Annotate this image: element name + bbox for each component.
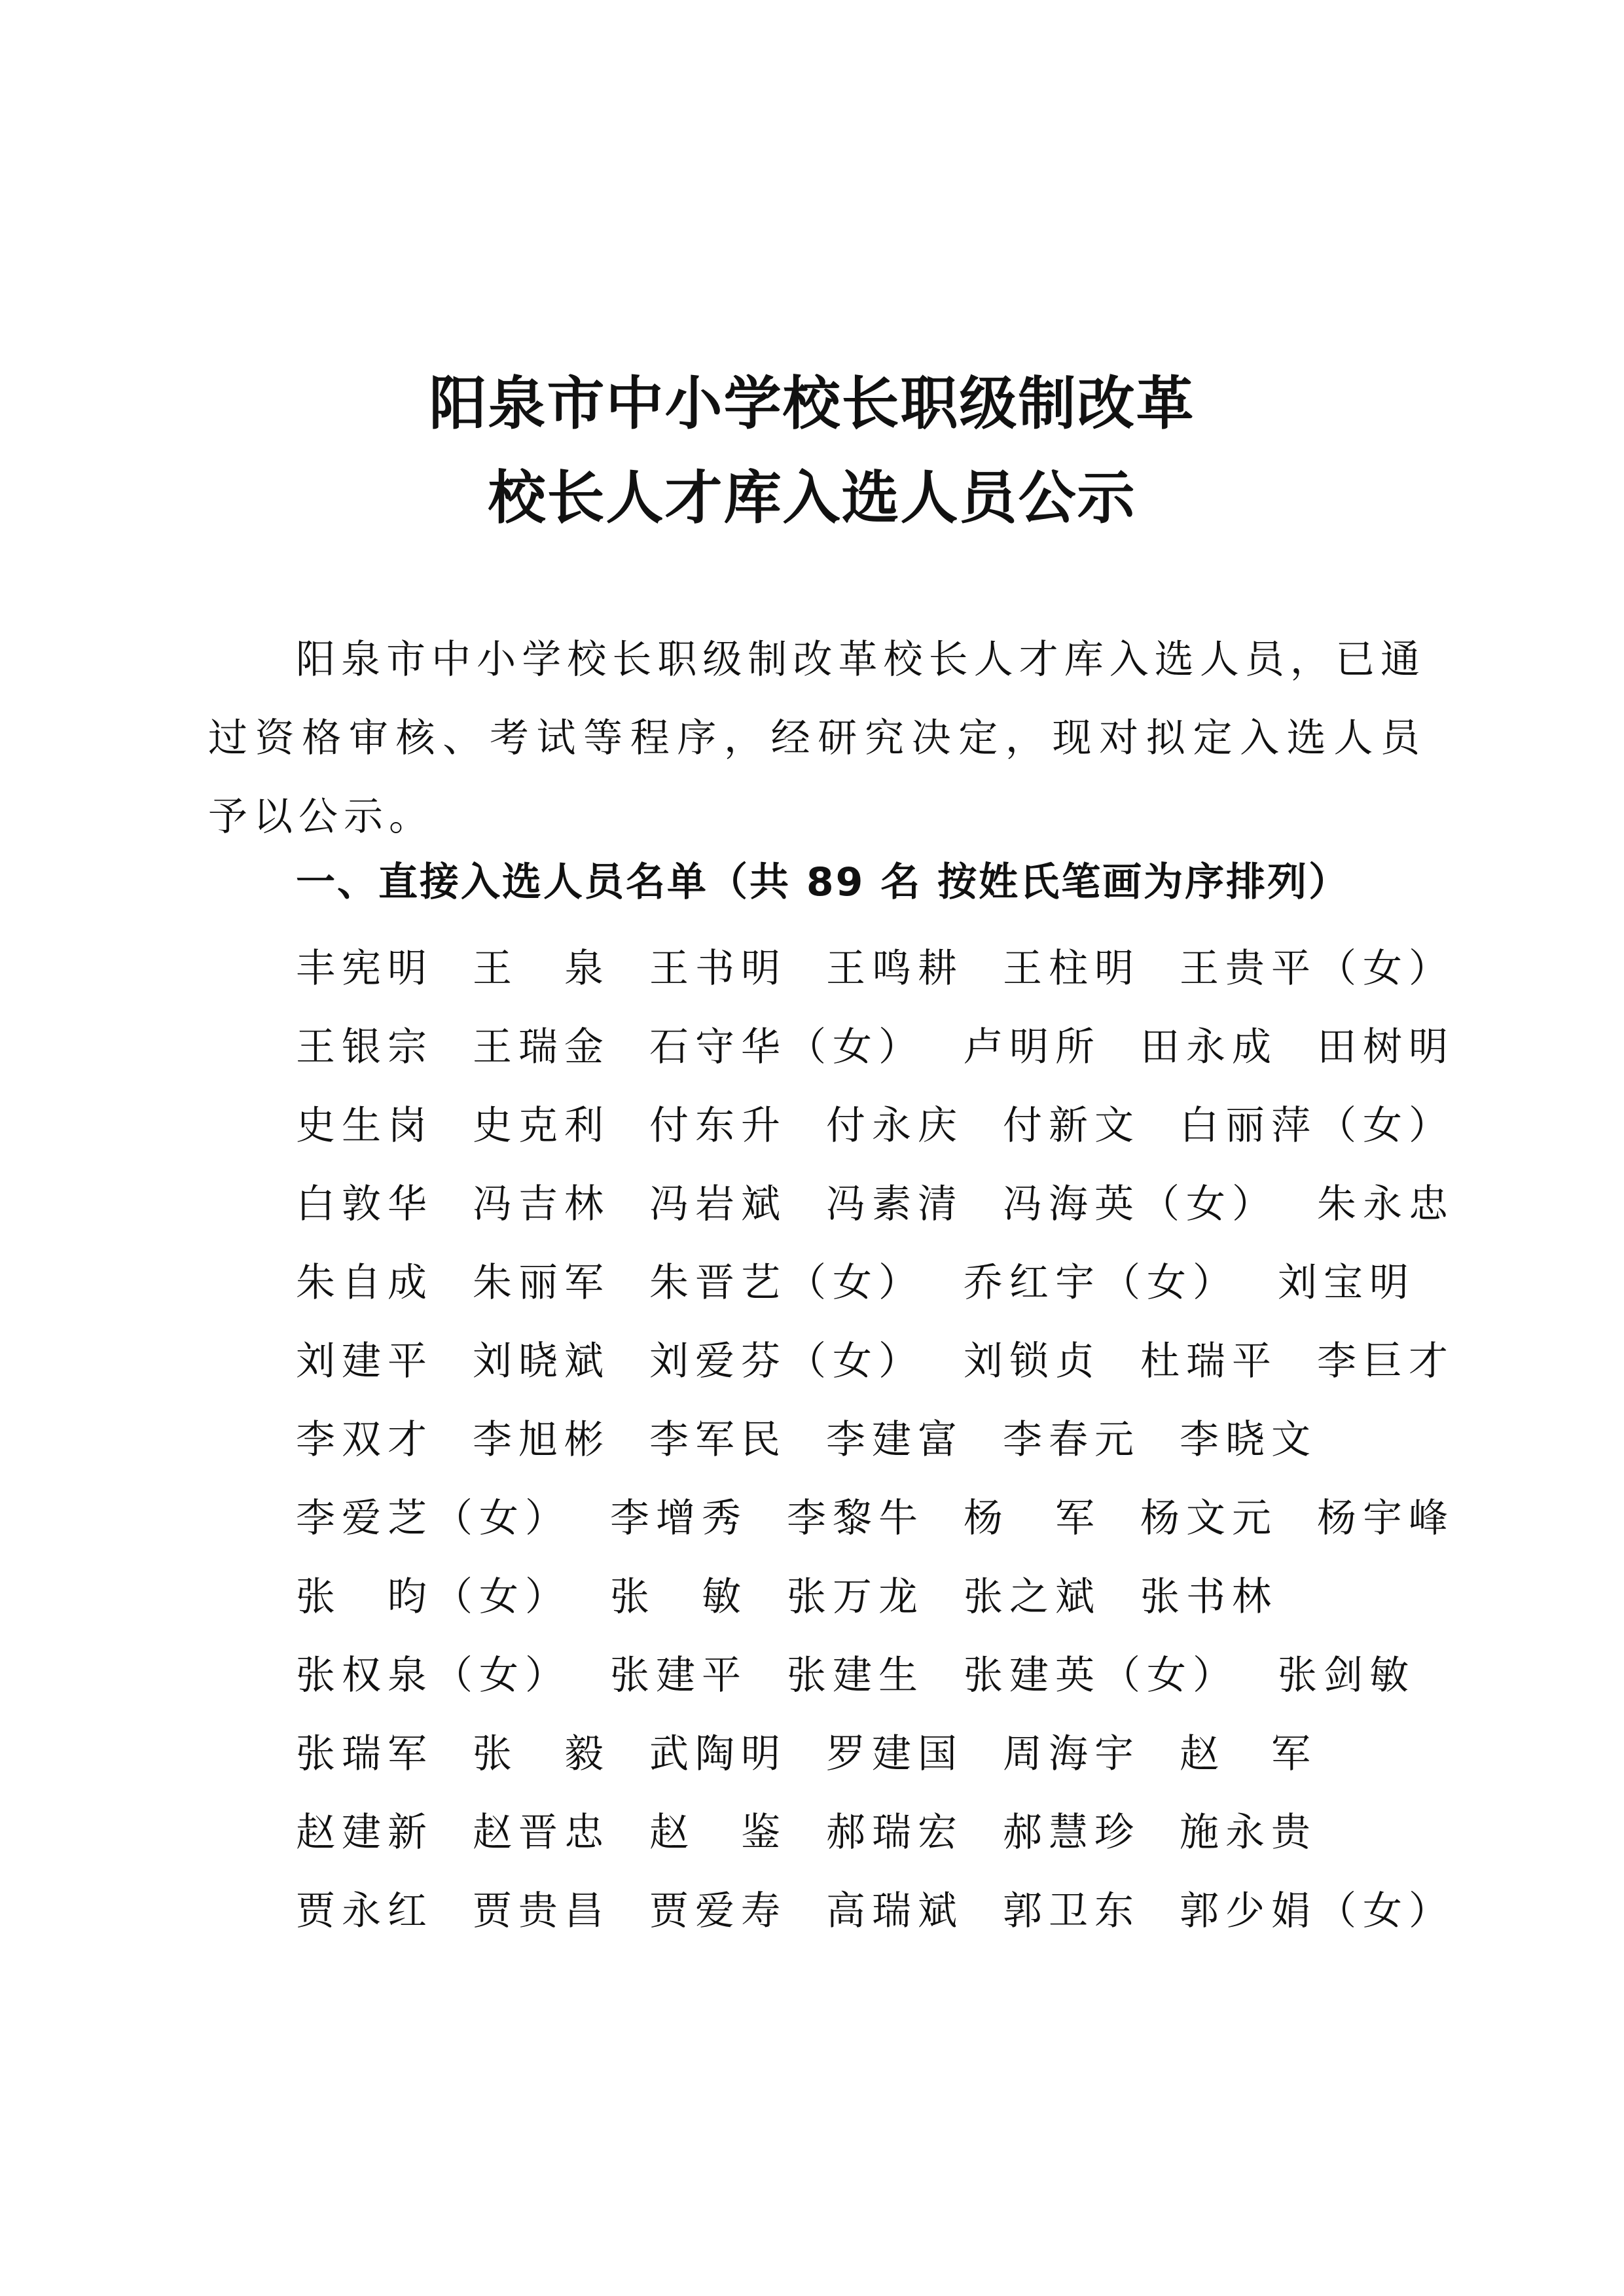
name-entry: 刘宝明 bbox=[1278, 1260, 1415, 1306]
name-entry: 张万龙 bbox=[787, 1574, 924, 1620]
name-entry: 丰宪明 bbox=[296, 946, 433, 992]
name-entry: 朱晋艺（女） bbox=[649, 1260, 924, 1306]
name-entry: 乔红宇（女） bbox=[964, 1260, 1238, 1306]
name-row bbox=[296, 1244, 1474, 1322]
name-entry: 冯素清 bbox=[826, 1181, 964, 1227]
name-entry: 朱自成 bbox=[296, 1260, 433, 1306]
name-row bbox=[296, 1479, 1474, 1558]
name-entry: 杨宇峰 bbox=[1317, 1496, 1454, 1541]
name-entry: 李黎牛 bbox=[787, 1496, 924, 1541]
name-entry: 王 泉 bbox=[473, 946, 610, 992]
name-entry: 李建富 bbox=[826, 1417, 964, 1463]
name-entry: 张权泉（女） bbox=[296, 1653, 571, 1698]
name-entry: 刘晓斌 bbox=[473, 1338, 610, 1384]
name-row bbox=[296, 1715, 1474, 1793]
name-entry: 李双才 bbox=[296, 1417, 433, 1463]
document-title-line-2: 校长人才库入选人员公示 bbox=[488, 463, 1136, 531]
name-row bbox=[296, 1322, 1474, 1401]
name-entry: 史克利 bbox=[473, 1103, 610, 1149]
name-row bbox=[296, 1086, 1474, 1165]
name-entry: 王银宗 bbox=[296, 1024, 433, 1070]
name-entry: 付永庆 bbox=[826, 1103, 964, 1149]
name-entry: 张书林 bbox=[1140, 1574, 1278, 1620]
name-entry: 王鸣耕 bbox=[826, 946, 964, 992]
name-entry: 张之斌 bbox=[964, 1574, 1101, 1620]
name-entry: 冯岩斌 bbox=[649, 1181, 787, 1227]
name-entry: 张建英（女） bbox=[964, 1653, 1238, 1698]
name-entry: 杜瑞平 bbox=[1140, 1338, 1278, 1384]
name-entry: 赵 鉴 bbox=[649, 1810, 787, 1856]
name-entry: 郝瑞宏 bbox=[826, 1810, 964, 1856]
name-entry: 李增秀 bbox=[610, 1496, 748, 1541]
name-row bbox=[296, 929, 1474, 1008]
name-row bbox=[296, 1636, 1474, 1715]
name-entry: 白丽萍（女） bbox=[1180, 1103, 1454, 1149]
name-entry: 周海宇 bbox=[1003, 1731, 1140, 1777]
name-entry: 王贵平（女） bbox=[1180, 946, 1454, 992]
name-entry: 付东升 bbox=[649, 1103, 787, 1149]
name-entry: 田永成 bbox=[1140, 1024, 1278, 1070]
name-entry: 李军民 bbox=[649, 1417, 787, 1463]
name-entry: 王柱明 bbox=[1003, 946, 1140, 992]
name-entry: 贾爱寿 bbox=[649, 1888, 787, 1934]
name-row bbox=[296, 1793, 1474, 1872]
name-entry: 白敦华 bbox=[296, 1181, 433, 1227]
name-entry: 付新文 bbox=[1003, 1103, 1140, 1149]
document-title-line-1: 阳泉市中小学校长职级制改革 bbox=[429, 369, 1195, 437]
name-entry: 王书明 bbox=[649, 946, 787, 992]
name-entry: 赵建新 bbox=[296, 1810, 433, 1856]
name-row bbox=[296, 1872, 1474, 1950]
name-entry: 张建生 bbox=[787, 1653, 924, 1698]
name-entry: 赵晋忠 bbox=[473, 1810, 610, 1856]
name-row bbox=[296, 1008, 1474, 1086]
name-entry: 刘建平 bbox=[296, 1338, 433, 1384]
name-entry: 李巨才 bbox=[1317, 1338, 1454, 1384]
name-row bbox=[296, 1401, 1474, 1479]
name-entry: 张 毅 bbox=[473, 1731, 610, 1777]
name-entry: 刘爱芬（女） bbox=[649, 1338, 924, 1384]
name-entry: 卢明所 bbox=[964, 1024, 1101, 1070]
name-entry: 石守华（女） bbox=[649, 1024, 924, 1070]
name-entry: 张建平 bbox=[610, 1653, 748, 1698]
name-entry: 杨 军 bbox=[964, 1496, 1101, 1541]
name-entry: 张 昀（女） bbox=[296, 1574, 571, 1620]
name-entry: 李爱芝（女） bbox=[296, 1496, 571, 1541]
name-entry: 张 敏 bbox=[610, 1574, 748, 1620]
name-row bbox=[296, 1558, 1474, 1636]
name-entry: 罗建国 bbox=[826, 1731, 964, 1777]
name-entry: 田树明 bbox=[1317, 1024, 1454, 1070]
name-entry: 赵 军 bbox=[1180, 1731, 1317, 1777]
name-entry: 王瑞金 bbox=[473, 1024, 610, 1070]
name-entry: 刘锁贞 bbox=[964, 1338, 1101, 1384]
name-entry: 李旭彬 bbox=[473, 1417, 610, 1463]
name-entry: 李晓文 bbox=[1180, 1417, 1317, 1463]
name-entry: 史生岗 bbox=[296, 1103, 433, 1149]
name-entry: 郝慧珍 bbox=[1003, 1810, 1140, 1856]
name-entry: 朱永忠 bbox=[1317, 1181, 1454, 1227]
name-entry: 张瑞军 bbox=[296, 1731, 433, 1777]
name-row bbox=[296, 1165, 1474, 1244]
name-entry: 贾贵昌 bbox=[473, 1888, 610, 1934]
name-entry: 冯吉林 bbox=[473, 1181, 610, 1227]
name-list bbox=[296, 929, 1474, 1950]
name-entry: 施永贵 bbox=[1180, 1810, 1317, 1856]
name-entry: 杨文元 bbox=[1140, 1496, 1278, 1541]
section-heading-direct-selection: 一、直接入选人员名单（共 89 名 按姓氏笔画为序排列） bbox=[296, 859, 1350, 905]
name-entry: 郭少娟（女） bbox=[1180, 1888, 1454, 1934]
name-entry: 高瑞斌 bbox=[826, 1888, 964, 1934]
name-entry: 冯海英（女） bbox=[1003, 1181, 1278, 1227]
intro-paragraph: 阳泉市中小学校长职级制改革校长人才库入选人员，已通过资格审核、考试等程序，经研究决定，现对拟定入选人员予以公示。 bbox=[208, 637, 1426, 840]
name-entry: 武陶明 bbox=[649, 1731, 787, 1777]
name-entry: 郭卫东 bbox=[1003, 1888, 1140, 1934]
name-entry: 贾永红 bbox=[296, 1888, 433, 1934]
name-entry: 李春元 bbox=[1003, 1417, 1140, 1463]
name-entry: 张剑敏 bbox=[1278, 1653, 1415, 1698]
name-entry: 朱丽军 bbox=[473, 1260, 610, 1306]
